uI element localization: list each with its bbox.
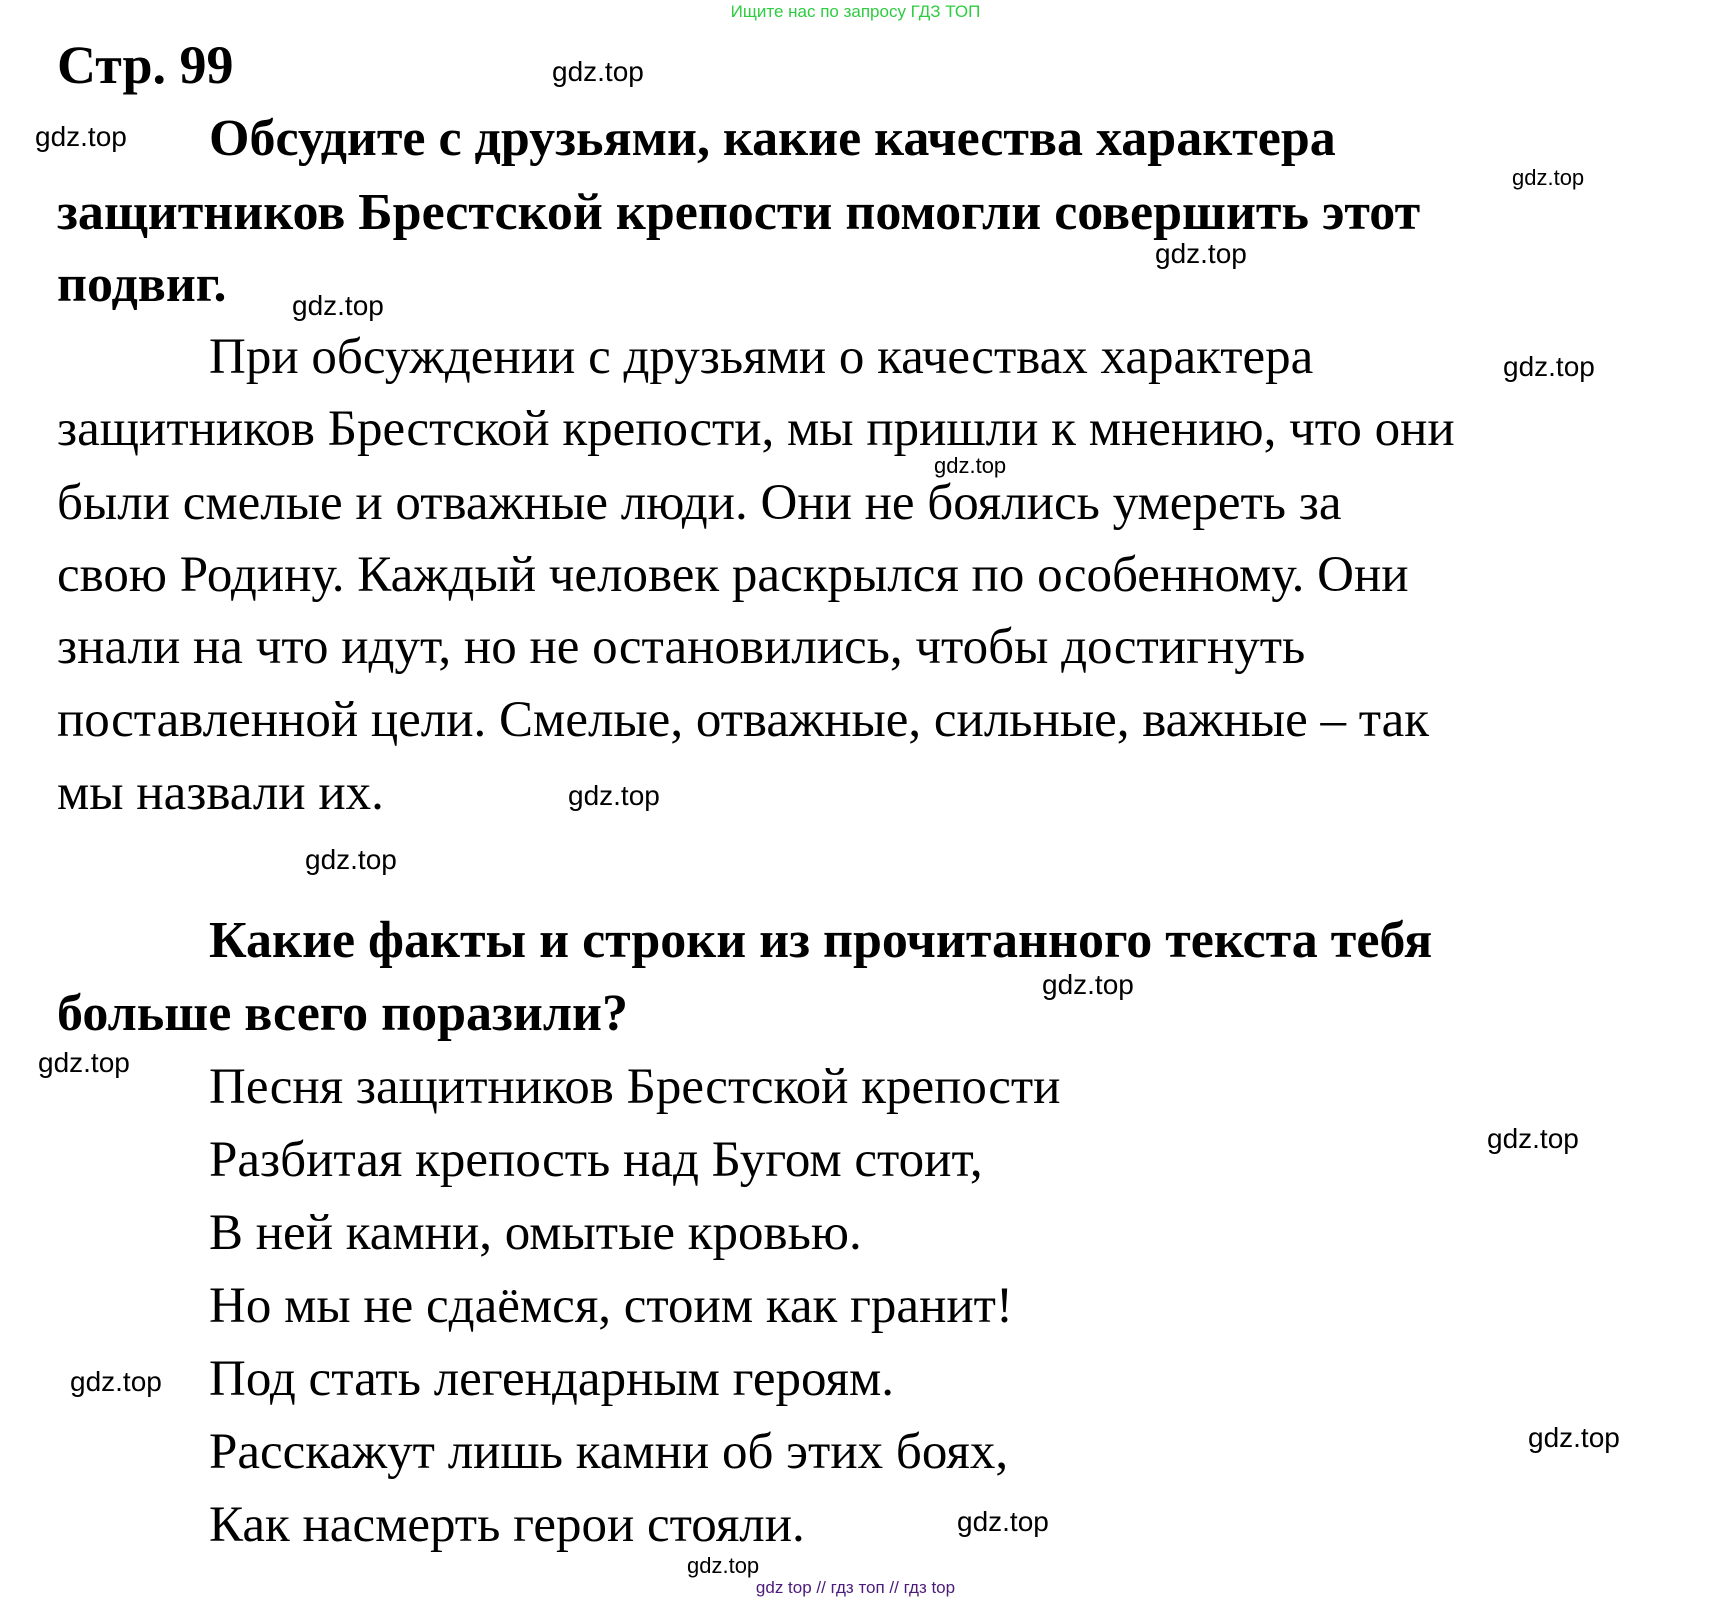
answer1-line: были смелые и отважные люди. Они не боялись умереть за — [57, 475, 1342, 531]
answer1-line: знали на что идут, но не остановились, чтобы достигнуть — [57, 619, 1306, 675]
answer1-line: свою Родину. Каждый человек раскрылся по особенному. Они — [57, 547, 1409, 603]
question1-line: защитников Брестской крепости помогли совершить этот — [57, 184, 1421, 241]
question1-line: Обсудите с друзьями, какие качества характера — [209, 110, 1336, 167]
watermark: gdz.top — [305, 844, 397, 875]
watermark: gdz.top — [35, 121, 127, 152]
poem-line: Песня защитников Брестской крепости — [209, 1059, 1061, 1115]
poem-line: Под стать легендарным героям. — [209, 1351, 895, 1407]
watermark: gdz.top — [1512, 165, 1585, 190]
watermark: gdz.top — [38, 1047, 130, 1078]
watermark: gdz.top — [957, 1506, 1049, 1537]
answer1-line: поставленной цели. Смелые, отважные, сильные, важные – так — [57, 692, 1430, 748]
footer-links[interactable]: gdz top // гдз топ // гдз top — [755, 1578, 956, 1597]
top-banner[interactable]: Ищите нас по запросу ГДЗ ТОП — [730, 2, 981, 21]
poem-line: Но мы не сдаёмся, стоим как гранит! — [209, 1278, 1013, 1334]
watermark: gdz.top — [934, 453, 1007, 478]
watermark: gdz.top — [292, 290, 384, 321]
poem-line: Расскажут лишь камни об этих боях, — [209, 1424, 1009, 1480]
poem-line: Как насмерть герои стояли. — [209, 1497, 805, 1553]
poem-line: В ней камни, омытые кровью. — [209, 1205, 862, 1261]
question1-line: подвиг. — [57, 256, 227, 313]
answer1-line: мы назвали их. — [57, 765, 384, 821]
question2-line: больше всего поразили? — [57, 985, 628, 1042]
watermark: gdz.top — [1503, 351, 1595, 382]
watermark: gdz.top — [70, 1366, 162, 1397]
watermark: gdz.top — [1042, 969, 1134, 1000]
poem-line: Разбитая крепость над Бугом стоит, — [209, 1132, 983, 1188]
question2-line: Какие факты и строки из прочитанного текста тебя — [209, 912, 1433, 969]
answer1-line: защитников Брестской крепости, мы пришли к мнению, что они — [57, 401, 1455, 457]
watermark: gdz.top — [1528, 1422, 1620, 1453]
watermark: gdz.top — [1155, 238, 1247, 269]
watermark: gdz.top — [568, 780, 660, 811]
watermark: gdz.top — [552, 56, 644, 87]
watermark: gdz.top — [1487, 1123, 1579, 1154]
answer1-line: При обсуждении с друзьями о качествах характера — [209, 329, 1314, 385]
page-title: Стр. 99 — [57, 35, 234, 95]
watermark: gdz.top — [687, 1553, 760, 1578]
